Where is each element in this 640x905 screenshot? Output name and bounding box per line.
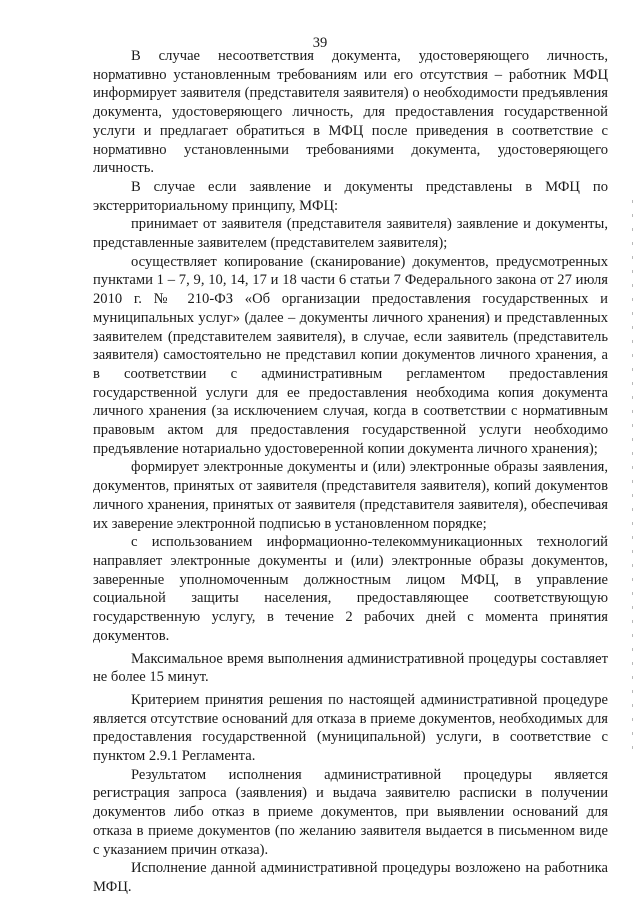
scan-edge-marks	[632, 200, 633, 760]
paragraph-copying-documents: осуществляет копирование (сканирование) документов, предусмотренных пунктами 1 – 7, 9, 10, 14, 17 и 18 части 6 статьи 7 Федерального закона от 27 июля 2010 г. № 210-ФЗ «Об организации предоставления государственных и муниципальных услуг» (далее – документы личного хранения) и представленных заявителем (представителем заявителя), в случае, если заявитель (представитель заявителя) самостоятельно не представил копии документов личного хранения, а в соответствии с административным регламентом предоставления государственной услуги для ее предоставления необходима копия документа личного хранения (за исключением случая, когда в соответствии с нормативным правовым актом для предоставления государственной услуги необходимо предъявление нотариально удостоверенной копии документа личного хранения);	[93, 253, 608, 457]
paragraph-decision-criterion: Критерием принятия решения по настоящей административной процедуре является отсутствие оснований для отказа в приеме документов, необходимых для предоставления государственной (муниципальной) услуги, в соответствие с пунктом 2.9.1 Регламента.	[93, 691, 608, 765]
paragraph-forms-electronic-documents: формирует электронные документы и (или) электронные образы заявления, документов, принятых от заявителя (представителя заявителя), копий документов личного хранения, принятых от заявителя (представителя заявителя), обеспечивая их заверение электронной подписью в установленном порядке;	[93, 459, 608, 532]
paragraph-sends-documents: с использованием информационно-телекоммуникационных технологий направляет электронные документы и (или) электронные образы документов, заверенные уполномоченным должностным лицом МФЦ, в управление социальной защиты населения, предоставляющее соответствующую государственную услугу, в течение 2 рабочих дней с момента принятия документов.	[93, 534, 608, 644]
paragraph-accepts-documents: принимает от заявителя (представителя заявителя) заявление и документы, представленные заявителем (представителем заявителя);	[93, 216, 608, 252]
paragraph-extraterritorial: В случае если заявление и документы представлены в МФЦ по экстерриториальному принципу, МФЦ:	[93, 178, 608, 214]
paragraph-executor: Исполнение данной административной процедуры возложено на работника МФЦ.	[93, 860, 608, 895]
document-body	[93, 47, 608, 897]
paragraph-max-time: Максимальное время выполнения административной процедуры составляет не более 15 минут.	[93, 650, 608, 686]
page-number: 39	[312, 35, 328, 51]
paragraph-result: Результатом исполнения административной процедуры является регистрация запроса (заявления) и выдача заявителю расписки в получении документов либо отказ в приеме документов, при выявлении оснований для отказа в приеме документов (по желанию заявителя выдается в письменном виде с указанием причин отказа).	[93, 766, 608, 858]
paragraph-id-mismatch: В случае несоответствия документа, удостоверяющего личность, нормативно установленным требованиям или его отсутствия – работник МФЦ информирует заявителя (представителя заявителя) о необходимости предъявления документа, удостоверяющего личность, для предоставления государственной услуги и предлагает обратиться в МФЦ после приведения в соответствие с нормативно установленными требованиями документа, удостоверяющего личность.	[93, 48, 608, 177]
